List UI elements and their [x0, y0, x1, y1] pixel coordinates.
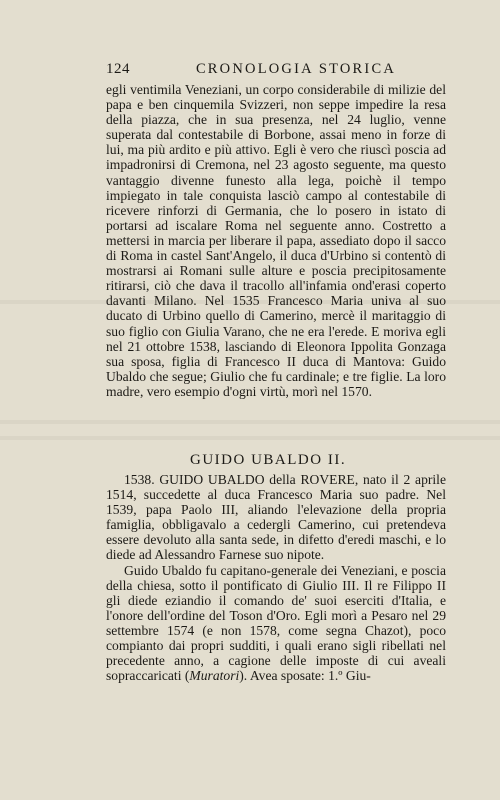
page-header [106, 61, 446, 78]
section-text-block [106, 472, 446, 683]
section-heading: GUIDO UBALDO II. [190, 452, 347, 468]
entry-tail: ). Avea sposate: 1.º Giu- [239, 668, 371, 684]
entry-text: Guido Ubaldo fu capitano-generale dei Veneziani, e poscia della chiesa, sotto il pontificato di Giulio III. Il re Filippo II gli diede eziandio il comando de' suoi eserciti d'Italia, e l'onore dell'ordine del Toson d'Oro. Egli morì a Pesaro nel 29 settembre 1574 (e non 1578, come segna Chazot), poco compianto dai propri sudditi, i quali erano sigli ribellati nel precedente anno, a cagione delle imposte di cui aveali sopraccaricati ( [106, 562, 446, 684]
entry-text: , nato il 2 aprile 1514, succedette al duca Francesco Maria suo padre. Nel 1539, papa Paolo III, aliando l'elevazione della propria famiglia, obbligavalo a cedergli Camerino, cui pretendeva essere devoluto alla santa sede, in difetto d'eredi maschi, e lo diede ad Alessandro Farnese suo nipote. [106, 472, 446, 563]
entry-lead: 1538. GUIDO UBALDO della ROVERE [124, 472, 355, 487]
continued-paragraph: egli ventimila Veneziani, un corpo considerabile di milizie del papa e ben cinquemila Svizzeri, non seppe impedire la resa della piazza, che in sua presenza, nel 24 luglio, venne superata dal contestabile di Borbone, assai meno in forze di lui, ma più ardito e più attivo. Egli è vero che riuscì poscia ad impadronirsi di Cremona, nel 23 agosto seguente, ma questo vantaggio divenne funesto alla lega, poichè il tempo impiegato in tale conquista lasciò campo al contestabile di ricevere rinforzi di Germania, che lo posero in istato di portarsi ad iscalare Roma nel seguente anno. Costretto a mettersi in marcia per liberare il papa, assediato dopo il sacco di Roma in castel Sant'Angelo, il duca d'Urbino si contentò di mostrarsi ai Romani sulle alture e poscia precipitosamente ritirarsi, ciò che dava il tracollo all'infamia ond'erasi coperto davanti Milano. Nel 1535 Francesco Maria univa al suo ducato di Urbino quello di Camerino, mercè il maritaggio di suo figlio con Giulia Varano, che ne era l'erede. E moriva egli nel 21 ottobre 1538, lasciando di Eleonora Ippolita Gonzaga sua sposa, figlia di Francesco II duca di Mantova: Guido Ubaldo che segue; Giulio che fu cardinale; e tre figlie. La loro madre, vero esempio d'ogni virtù, morì nel 1570. [106, 82, 446, 399]
continued-text-block [106, 82, 446, 399]
running-head: CRONOLOGIA STORICA [195, 61, 396, 77]
paper-bleed-stripe [0, 420, 500, 424]
section-paragraph-1 [106, 472, 446, 563]
paper-bleed-stripe [0, 436, 500, 440]
page-number: 124 [106, 61, 130, 77]
source-citation: Muratori [189, 668, 240, 684]
section-paragraph-2 [106, 563, 446, 684]
